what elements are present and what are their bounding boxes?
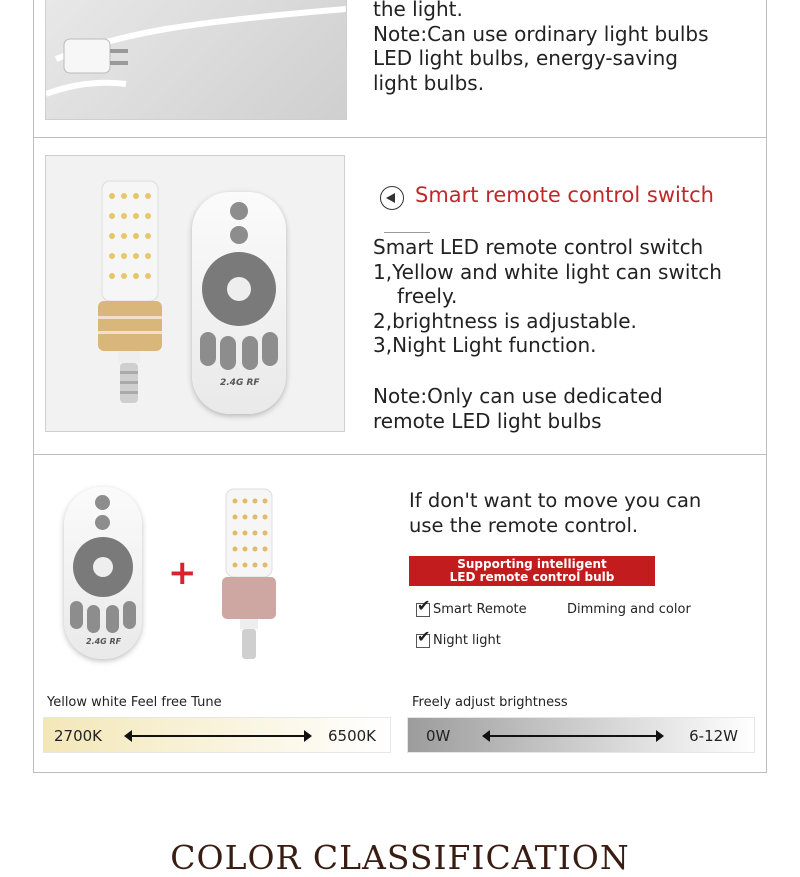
text-line: Smart LED remote control switch: [373, 235, 704, 259]
corn-bulb-icon: [220, 485, 280, 665]
smart-bulb-badge: [409, 556, 655, 586]
remote-key: [106, 605, 119, 633]
color-temp-label: Yellow white Feel free Tune: [47, 695, 222, 710]
section2-text: [373, 235, 722, 358]
section-remote-bulb: [33, 455, 767, 773]
text-line: Note:Can use ordinary light bulbs: [373, 21, 709, 46]
color-temp-bar: [43, 717, 391, 753]
brightness-max: 6-12W: [689, 727, 738, 745]
section2-title: Smart remote control switch: [415, 183, 714, 207]
double-arrow-icon: [488, 735, 658, 737]
plug-icon: [46, 0, 346, 119]
double-arrow-icon: [130, 735, 306, 737]
remote-label: 2.4G RF: [86, 637, 122, 646]
remote-control: [64, 487, 142, 659]
back-arrow-icon: [380, 186, 404, 210]
remote-key: [123, 601, 136, 629]
power-cord-photo: [45, 0, 347, 120]
text-line: the light.: [373, 0, 463, 21]
text-line: 3,Night Light function.: [373, 333, 597, 357]
badge-line: LED remote control bulb: [449, 570, 615, 584]
color-classification-heading: COLOR CLASSIFICATION: [170, 838, 630, 877]
remote-center-button: [227, 277, 251, 301]
remote-key: [70, 601, 83, 629]
remote-off-button: [230, 226, 248, 244]
divider: [384, 232, 430, 233]
feature-label: Smart Remote: [433, 602, 527, 617]
section2-note: [373, 384, 663, 433]
feature-smart-remote: [416, 602, 527, 617]
remote-center-button: [93, 557, 113, 577]
text-line: use the remote control.: [409, 513, 639, 537]
color-temp-max: 6500K: [327, 727, 376, 745]
remote-control: [192, 192, 286, 414]
remote-key: [220, 336, 236, 370]
feature-label: Night light: [433, 633, 501, 648]
text-line: 1,Yellow and white light can switch: [373, 259, 722, 284]
brightness-label: Freely adjust brightness: [412, 695, 568, 710]
remote-power-button: [230, 202, 248, 220]
remote-off-button: [95, 515, 110, 530]
badge-line: Supporting intelligent: [457, 557, 607, 571]
text-line: freely.: [397, 284, 458, 308]
remote-key: [87, 605, 100, 633]
brightness-bar: [407, 717, 755, 753]
remote-key: [262, 332, 278, 366]
corn-bulb-icon: [94, 171, 184, 421]
remote-key: [200, 332, 216, 366]
feature-night-light: [416, 633, 501, 648]
section-remote-switch: [33, 138, 767, 455]
checkbox-icon: [416, 634, 430, 648]
bulb-and-remote-photo: [45, 155, 345, 432]
checkbox-icon: [416, 603, 430, 617]
feature-dimming: [567, 602, 691, 617]
text-line: light bulbs.: [373, 70, 485, 95]
text-line: 2,brightness is adjustable.: [373, 308, 637, 333]
section1-text: [373, 0, 709, 95]
remote-key: [242, 336, 258, 370]
remote-label: 2.4G RF: [220, 378, 260, 388]
section3-intro: [409, 489, 701, 538]
brightness-min: 0W: [426, 727, 451, 745]
remote-power-button: [95, 495, 110, 510]
text-line: remote LED light bulbs: [373, 408, 602, 433]
plus-icon: +: [168, 553, 197, 593]
text-line: Note:Only can use dedicated: [373, 384, 663, 408]
feature-label: Dimming and color: [567, 602, 691, 617]
section-ordinary-bulbs: [33, 0, 767, 138]
color-temp-min: 2700K: [54, 727, 103, 745]
text-line: If don't want to move you can: [409, 489, 702, 512]
text-line: LED light bulbs, energy-saving: [373, 46, 678, 70]
